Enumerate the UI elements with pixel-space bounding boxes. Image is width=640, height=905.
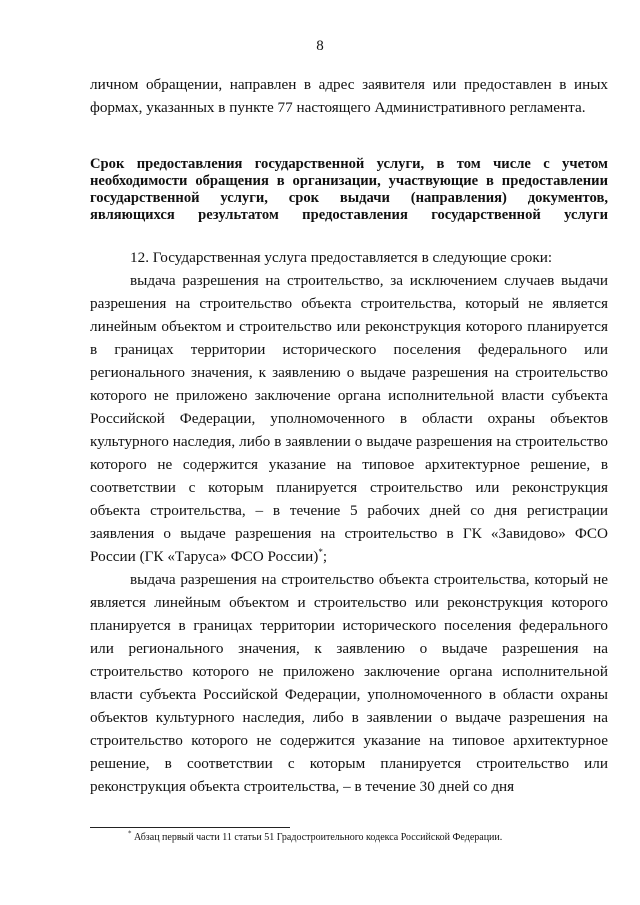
footnote-text: Абзац первый части 11 статьи 51 Градостроительного кодекса Российской Федерации. — [131, 832, 503, 843]
list-item-1 — [90, 269, 608, 568]
list-item-2: выдача разрешения на строительство объекта строительства, который не является линейным объектом и строительство или реконструкция которого планируется в границах территории исторического поселения федерального или регионального значения, к заявлению о выдаче разрешения на строительство которого не приложено заключение органа исполнительной власти субъекта Российской Федерации, уполномоченного в области охраны объектов культурного наследия, либо в заявлении о выдаче разрешения на строительство которого не содержится указание на типовое архитектурное решение, в соответствии с которым планируется строительство или реконструкция объекта строительства, – в течение 30 дней со дня — [90, 571, 608, 795]
continuation-paragraph: личном обращении, направлен в адрес заявителя или предоставлен в иных формах, указанных в пункте 77 настоящего Административного регламента. — [90, 76, 608, 116]
paragraph-12: 12. Государственная услуга предоставляется в следующие сроки: — [130, 249, 553, 266]
document-body — [90, 73, 608, 798]
list-item-1-end: ; — [322, 548, 328, 565]
list-item-1-text: выдача разрешения на строительство, за исключением случаев выдачи разрешения на строительство объекта строительства, который не является линейным объектом и строительство или реконструкция которого планируется в границах территории исторического поселения федерального или регионального значения, к заявлению о выдаче разрешения на строительство которого не приложено заключение органа исполнительной власти субъекта Российской Федерации, уполномоченного в области охраны объектов культурного наследия, либо в заявлении о выдаче разрешения на строительство которого не содержится указание на типовое архитектурное решение, в соответствии с которым планируется строительство или реконструкция объекта строительства, – в течение 5 рабочих дней со дня регистрации заявления о выдаче разрешения на строительство в ГК «Завидово» ФСО России (ГК «Таруса» ФСО России) — [90, 272, 608, 565]
footnote-mark: * — [128, 829, 132, 838]
footnote — [128, 831, 608, 844]
section-heading: Срок предоставления государственной услуги, в том числе с учетом необходимости обращения в организации, участвующие в предоставлении государственной услуги, срок выдачи (направления) документов, являющихся результатом предоставления государственной услуги — [90, 156, 608, 223]
footnote-reference: * — [318, 546, 323, 557]
page-number: 8 — [316, 38, 324, 54]
footnote-divider — [90, 827, 290, 828]
